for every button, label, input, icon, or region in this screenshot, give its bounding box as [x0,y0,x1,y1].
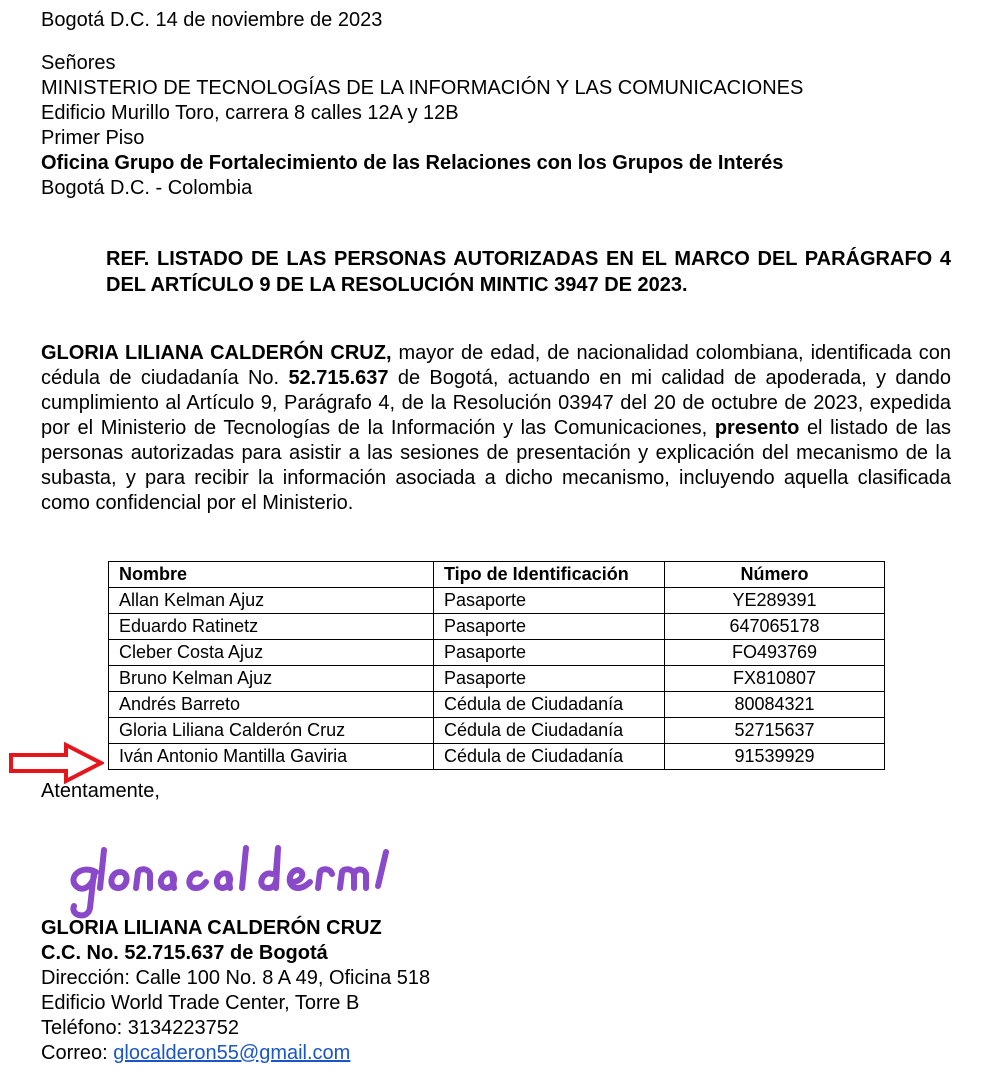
table-row [109,640,885,666]
recipient-org: MINISTERIO DE TECNOLOGÍAS DE LA INFORMACIÓN Y LAS COMUNICACIONES [41,77,804,99]
letter-date: Bogotá D.C. 14 de noviembre de 2023 [41,9,383,31]
cell-numero: 80084321 [665,692,885,718]
table-row [109,692,885,718]
signature-image [60,842,400,922]
table-row [109,614,885,640]
cell-nombre: Andrés Barreto [109,692,434,718]
cell-nombre: Cleber Costa Ajuz [109,640,434,666]
cell-numero: 52715637 [665,718,885,744]
table-header-row [109,562,885,588]
cell-numero: 647065178 [665,614,885,640]
recipient-salutation: Señores [41,52,116,74]
cell-tipo: Pasaporte [434,666,665,692]
cell-nombre: Eduardo Ratinetz [109,614,434,640]
cell-nombre: Allan Kelman Ajuz [109,588,434,614]
authorized-persons-table [108,561,885,770]
cell-tipo: Cédula de Ciudadanía [434,718,665,744]
recipient-office: Oficina Grupo de Fortalecimiento de las Relaciones con los Grupos de Interés [41,152,784,174]
body-verb: presento [714,417,800,439]
body-paragraph [41,341,951,516]
header-tipo-identificacion: Tipo de Identificación [434,562,665,588]
cell-nombre: Bruno Kelman Ajuz [109,666,434,692]
recipient-building: Edificio Murillo Toro, carrera 8 calles 12A y 12B [41,102,459,124]
body-text-1: mayor de edad, de nacionalidad colombiana, identificada con cédula de ciudadanía No. [41,342,951,389]
table-row [109,588,885,614]
signer-phone: Teléfono: 3134223752 [41,1017,239,1039]
cell-tipo: Pasaporte [434,588,665,614]
signer-building: Edificio World Trade Center, Torre B [41,992,360,1014]
body-text-2: de Bogotá, actuando en mi calidad de apoderada, y dando cumplimiento al Artículo 9, Parágrafo 4, de la Resolución 03947 del 20 de octubre de 2023, expedida por el Ministerio de Tecnologías de la Información y las Comunicaciones, [41,367,951,439]
reference-line: REF. LISTADO DE LAS PERSONAS AUTORIZADAS EN EL MARCO DEL PARÁGRAFO 4 DEL ARTÍCULO 9 DE LA RESOLUCIÓN MINTIC 3947 DE 2023. [106,248,951,296]
cell-tipo: Cédula de Ciudadanía [434,744,665,770]
signer-email-label: Correo: [41,1042,114,1064]
cell-tipo: Pasaporte [434,614,665,640]
header-numero: Número [665,562,885,588]
signer-name: GLORIA LILIANA CALDERÓN CRUZ [41,917,382,939]
right-arrow-icon [8,742,104,784]
closing-line: Atentamente, [41,780,160,802]
table-row [109,718,885,744]
cell-nombre: Iván Antonio Mantilla Gaviria [109,744,434,770]
cell-tipo: Cédula de Ciudadanía [434,692,665,718]
body-text-3: el listado de las personas autorizadas para asistir a las sesiones de presentación y explicación del mecanismo de la subasta, y para recibir la información asociada a dicho mecanismo, incluyendo aquella clasificada como confidencial por el Ministerio. [41,417,952,514]
cell-numero: FX810807 [665,666,885,692]
cell-nombre: Gloria Liliana Calderón Cruz [109,718,434,744]
table-row [109,744,885,770]
cell-numero: 91539929 [665,744,885,770]
table-row [109,666,885,692]
cell-numero: FO493769 [665,640,885,666]
signer-email-line [41,1041,350,1066]
signer-cc: C.C. No. 52.715.637 de Bogotá [41,942,328,964]
recipient-city: Bogotá D.C. - Colombia [41,177,253,199]
signer-email-link[interactable]: glocalderon55@gmail.com [113,1042,351,1064]
body-name: GLORIA LILIANA CALDERÓN CRUZ, [41,342,392,364]
header-nombre: Nombre [109,562,434,588]
cell-tipo: Pasaporte [434,640,665,666]
recipient-floor: Primer Piso [41,127,145,149]
cell-numero: YE289391 [665,588,885,614]
signer-address: Dirección: Calle 100 No. 8 A 49, Oficina 518 [41,967,431,989]
body-id-number: 52.715.637 [288,367,389,389]
